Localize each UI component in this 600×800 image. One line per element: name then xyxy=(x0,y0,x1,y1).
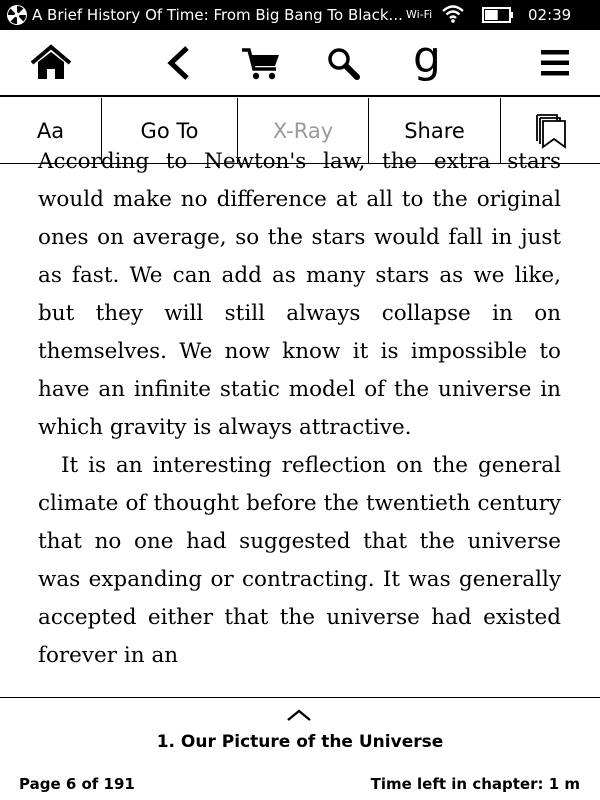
paragraph xyxy=(38,447,561,675)
clock: 02:39 xyxy=(528,6,572,24)
text-line: impossible to have an infinite static model of xyxy=(38,339,561,402)
cart-icon xyxy=(240,45,282,81)
menu-icon xyxy=(540,48,570,78)
toolbar xyxy=(0,30,600,97)
wifi-label: Wi-Fi xyxy=(406,8,433,21)
page-text[interactable] xyxy=(38,149,562,697)
text-line: in on themselves. We now know it is xyxy=(38,301,561,364)
text-line: According to Newton's law, the extra stars xyxy=(38,149,561,174)
chevron-up-icon[interactable] xyxy=(286,708,312,722)
chapter-title[interactable]: 1. Our Picture of the Universe xyxy=(156,732,444,752)
home-icon xyxy=(29,43,73,83)
text-line: century that no one had suggested that the xyxy=(38,491,561,554)
status-bar xyxy=(0,0,600,30)
wifi-icon xyxy=(442,4,464,24)
store-button[interactable] xyxy=(236,38,286,88)
search-button[interactable] xyxy=(318,38,368,88)
time-left-in-chapter[interactable]: Time left in chapter: 1 m xyxy=(370,775,580,793)
menu-button[interactable] xyxy=(530,38,580,88)
text-line: It is an interesting reflection on the general xyxy=(61,453,561,478)
text-line: original ones on average, so the stars would xyxy=(38,187,561,250)
book-title: A Brief History Of Time: From Big Bang To Black... xyxy=(32,6,403,24)
text-line: universe was expanding or contracting. It xyxy=(38,529,561,592)
kindle-app-icon xyxy=(6,4,28,26)
home-button[interactable] xyxy=(26,38,76,88)
back-button[interactable] xyxy=(153,38,203,88)
text-line: attractive. xyxy=(299,415,412,440)
text-line: as we like, but they will still always collapse xyxy=(38,263,561,326)
share-button[interactable]: Share xyxy=(369,98,501,164)
go-to-button[interactable]: Go To xyxy=(102,98,238,164)
goodreads-icon: g xyxy=(413,32,441,83)
footer-divider xyxy=(0,697,600,698)
text-line: would make no difference at all to the xyxy=(38,187,468,212)
x-ray-button[interactable]: X-Ray xyxy=(238,98,369,164)
search-icon xyxy=(325,45,361,81)
text-line: climate of thought before the twentieth xyxy=(38,491,471,516)
back-icon xyxy=(163,45,193,81)
paragraph xyxy=(38,143,561,447)
text-line: the universe in which gravity is always xyxy=(38,377,561,440)
text-line: universe had existed forever in an xyxy=(38,605,561,668)
goodreads-button[interactable] xyxy=(402,32,452,88)
text-line: fall in just as fast. We can add as many stars xyxy=(38,225,562,288)
font-settings-button[interactable]: Aa xyxy=(0,98,102,164)
battery-icon xyxy=(482,7,514,23)
page-number[interactable]: Page 6 of 191 xyxy=(19,775,135,793)
text-line: was generally accepted either that the xyxy=(38,567,562,630)
